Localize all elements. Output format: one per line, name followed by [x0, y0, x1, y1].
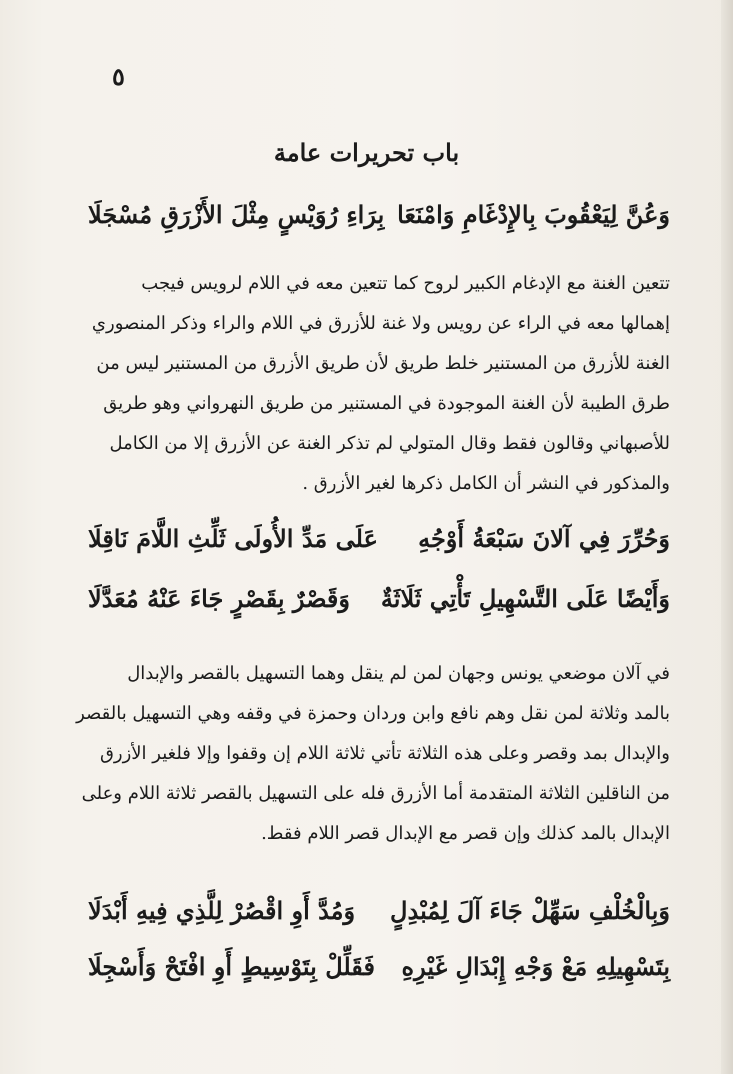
verse-line: [88, 200, 670, 229]
commentary-paragraph: [88, 264, 670, 504]
commentary-line: إهمالها معه في الراء عن رويس ولا غنة للأزرق في اللام والراء وذكر المنصوري: [91, 313, 670, 334]
verse-line: [88, 524, 670, 553]
commentary-line: والإبدال بمد وقصر وعلى هذه الثلاثة تأتي ثلاثة اللام إن وقفوا وإلا فلغير الأزرق: [99, 743, 670, 764]
commentary-line: تتعين الغنة مع الإدغام الكبير لروح كما تتعين معه في اللام لرويس فيجب: [141, 273, 670, 294]
chapter-title: باب تحريرات عامة: [273, 138, 460, 167]
commentary-line: في آلان موضعي يونس وجهان لمن لم ينقل وهما التسهيل بالقصر والإبدال: [127, 663, 670, 684]
commentary-line: طرق الطيبة لأن الغنة الموجودة في المستنير من طريق النهرواني وهو طريق: [103, 393, 670, 414]
commentary-line: والمذكور في النشر أن الكامل ذكرها لغير الأزرق .: [302, 473, 670, 494]
verse-hemistich-left: عَلَى مَدِّ الأُولَى ثَلِّثِ اللَّامَ نَاقِلَا: [88, 524, 378, 553]
verse-hemistich-right: بِتَسْهِيلِهِ مَعْ وَجْهِ إِبْدَالِ غَيْرِهِ: [401, 952, 670, 981]
verse-line: [88, 584, 670, 613]
commentary-line: للأصبهاني وقالون فقط وقال المتولي لم تذكر الغنة عن الأزرق إلا من الكامل: [109, 433, 670, 454]
verse-hemistich-left: فَقَلِّلْ بِتَوْسِيطٍ أَوِ افْتَحْ وَأَسْجِلَا: [88, 952, 375, 981]
verse-hemistich-right: وَأَيْضًا عَلَى التَّسْهِيلِ تَأْتِي ثَلَاثَةٌ: [380, 584, 670, 613]
verse-line: [88, 896, 670, 925]
verse-hemistich-left: وَقَصْرٌ بِقَصْرٍ جَاءَ عَنْهُ مُعَدَّلَا: [88, 584, 350, 613]
verse-hemistich-left: بِرَاءِ رُوَيْسٍ مِثْلَ الأَزْرَقِ مُسْجَلَا: [88, 200, 385, 229]
commentary-paragraph: [76, 654, 670, 854]
commentary-line: من الناقلين الثلاثة المتقدمة أما الأزرق فله على التسهيل بالقصر ثلاثة اللام وعلى: [81, 783, 670, 804]
verse-hemistich-right: وَحُرِّرَ فِي آلانَ سَبْعَةُ أَوْجُهِ: [418, 524, 670, 553]
verse-hemistich-right: وَبِالْخُلْفِ سَهِّلْ جَاءَ آلَ لِمُبْدِلٍ: [390, 896, 670, 925]
verse-line: [88, 952, 670, 981]
verse-hemistich-left: وَمُدَّ أَوِ اقْصُرْ لِلَّذِي فِيهِ أَبْدَلَا: [88, 896, 356, 925]
commentary-line: الغنة للأزرق من المستنير خلط طريق لأن طريق الأزرق من المستنير ليس من: [96, 353, 670, 374]
page-number: ٥: [112, 62, 125, 91]
commentary-line: الإبدال بالمد كذلك وإن قصر مع الإبدال قصر اللام فقط.: [261, 823, 670, 844]
commentary-line: بالمد وثلاثة لمن نقل وهم نافع وابن وردان وحمزة في وقفه وهي التسهيل بالقصر: [76, 703, 670, 724]
verse-hemistich-right: وَعُنَّ لِيَعْقُوبَ بِالإِدْغَامِ وَامْنَعَا: [397, 200, 670, 229]
